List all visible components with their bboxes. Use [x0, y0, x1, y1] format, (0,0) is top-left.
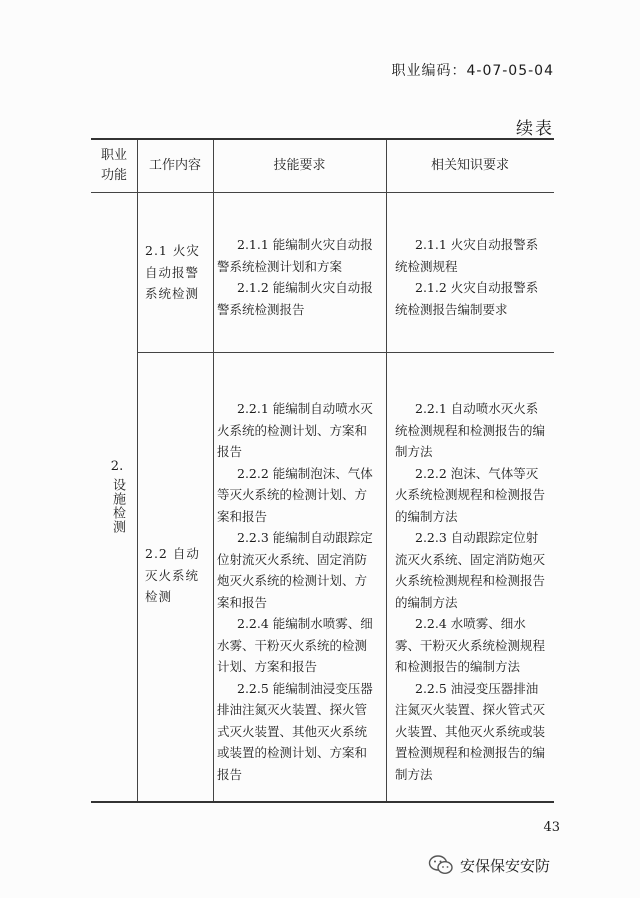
list-item: 2.1.2 能编制火灾自动报警系统检测报告	[217, 280, 373, 317]
list-item: 2.2.5 油浸变压器排油注氮灭火装置、探火管式灭火装置、其他灭火系统或装置检测规程和检测报告的编制方法	[395, 680, 546, 782]
list-item: 2.2.4 能编制水喷雾、细水雾、干粉灭火系统的检测计划、方案和报告	[217, 616, 373, 674]
header-work-content: 工作内容	[148, 158, 201, 173]
watermark	[428, 854, 550, 876]
list-item: 2.2.2 能编制泡沫、气体等灭火系统的检测计划、方案和报告	[217, 465, 373, 524]
header-knowledge-requirements: 相关知识要求	[430, 158, 509, 173]
skills-2-1	[217, 234, 377, 320]
list-item: 2.2.2 泡沫、气体等灭火系统检测规程和检测报告的编制方法	[395, 465, 546, 524]
work-content-2-1: 2.1 火灾自动报警系统检测	[145, 243, 200, 301]
list-item: 2.2.5 能编制油浸变压器排油注氮灭火装置、探火管式灭火装置、其他灭火系统或装置的检测计划、方案和报告	[217, 680, 373, 782]
watermark-text: 安保保安安防	[459, 856, 550, 875]
list-item: 2.2.3 能编制自动跟踪定位射流灭火系统、固定消防炮灭火系统的检测计划、方案和报告	[217, 530, 373, 610]
list-item: 2.2.3 自动跟踪定位射流灭火系统、固定消防炮灭火系统检测规程和检测报告的编制方法	[395, 530, 546, 610]
header-skill-requirements: 技能要求	[273, 158, 326, 173]
page-number: 43	[543, 820, 560, 835]
skills-2-2	[217, 398, 377, 785]
list-item: 2.2.1 自动喷水灭火系统检测规程和检测报告的编制方法	[395, 401, 546, 459]
list-item: 2.1.2 火灾自动报警系统检测报告编制要求	[395, 280, 539, 317]
list-item: 2.1.1 火灾自动报警系统检测规程	[395, 237, 539, 274]
occupation-code: 职业编码：4-07-05-04	[391, 63, 554, 79]
work-content-2-2: 2.2 自动灭火系统检测	[145, 546, 200, 604]
list-item: 2.2.4 水喷雾、细水雾、干粉灭火系统检测规程和检测报告的编制方法	[395, 616, 546, 674]
function-cell	[104, 458, 130, 534]
list-item: 2.1.1 能编制火灾自动报警系统检测计划和方案	[217, 237, 373, 274]
function-number: 2.	[110, 459, 124, 474]
continued-label: 续表	[516, 119, 554, 139]
list-item: 2.2.1 能编制自动喷水灭火系统的检测计划、方案和报告	[217, 401, 373, 459]
wechat-icon	[428, 854, 454, 876]
header-occupational-function: 职业 功能	[100, 148, 127, 183]
knowledge-2-2	[395, 398, 545, 785]
function-name: 设施检测	[110, 478, 125, 534]
occupation-table	[91, 138, 554, 803]
knowledge-2-1	[395, 234, 545, 320]
